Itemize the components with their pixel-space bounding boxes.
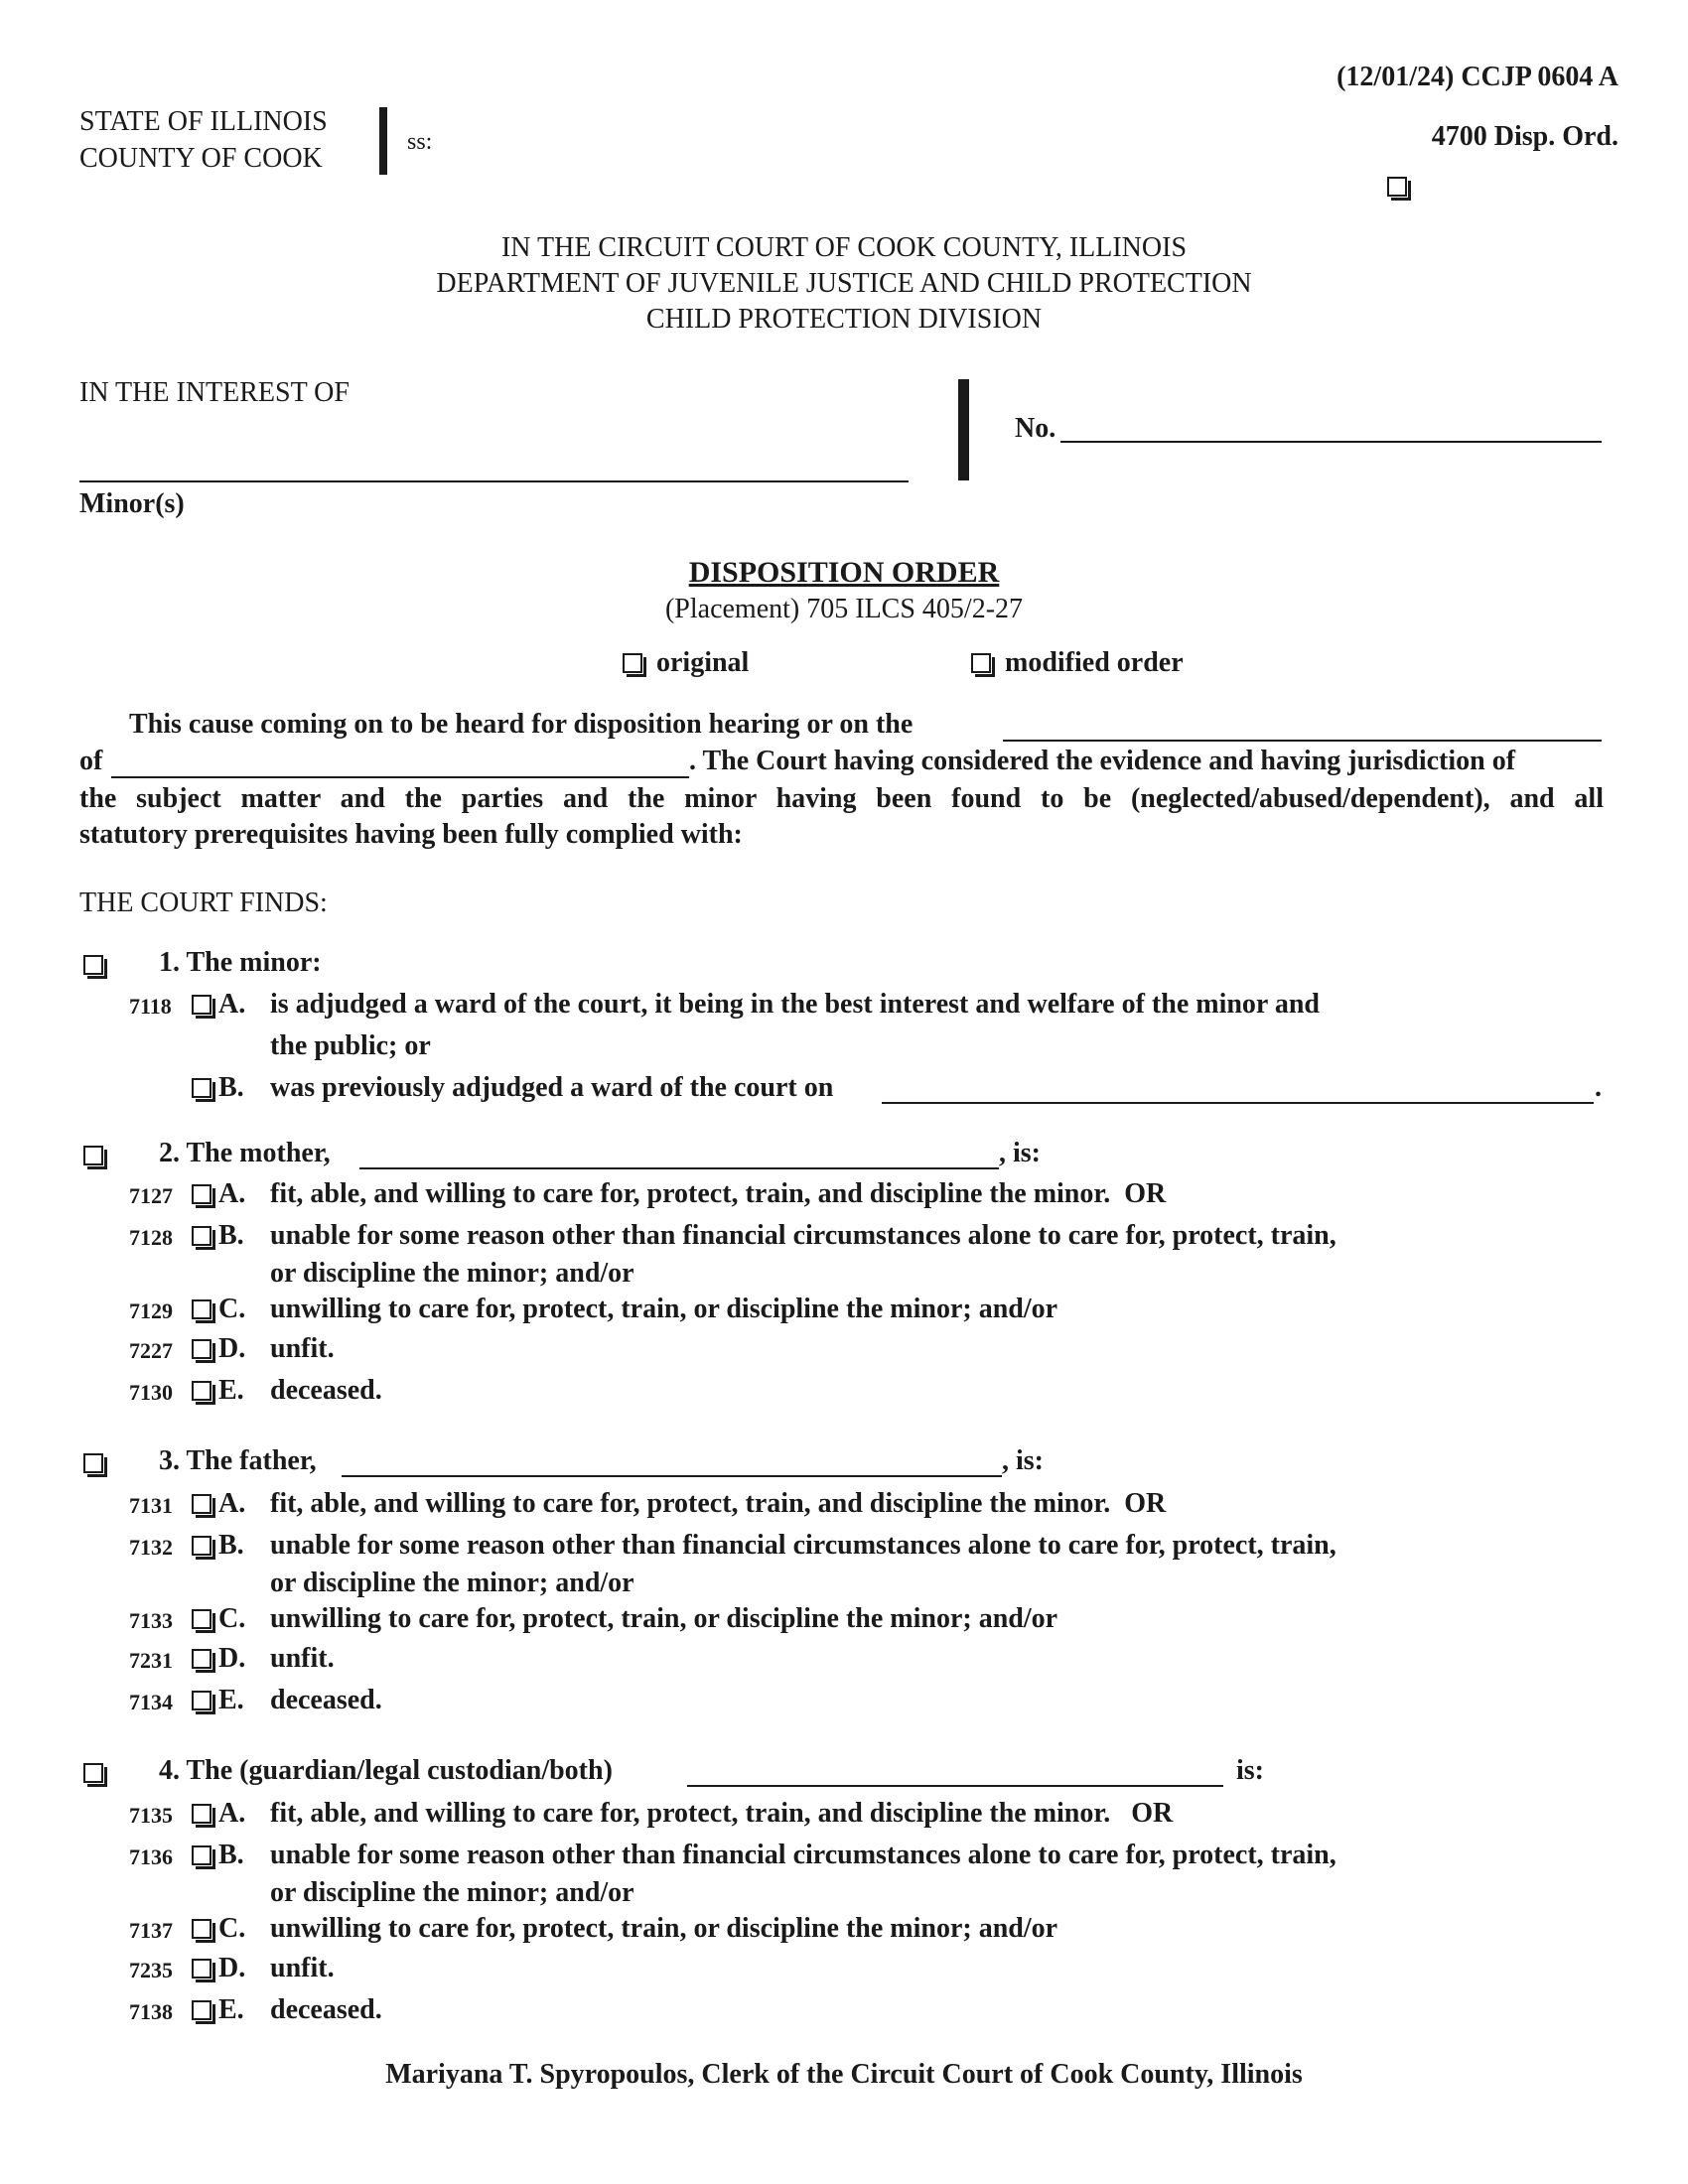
county-label: COUNTY OF COOK: [79, 143, 323, 174]
item-2-is: , is:: [999, 1138, 1041, 1168]
item-4a[interactable]: A.: [192, 1796, 245, 1831]
form-id: (12/01/24) CCJP 0604 A: [1336, 62, 1618, 92]
item-2d-text: unfit.: [270, 1333, 335, 1364]
item-4c-code: 7137: [129, 1918, 173, 1943]
intro-line-2: . The Court having considered the evidence and having jurisdiction of: [689, 746, 1516, 776]
item-4e-text: deceased.: [270, 1994, 382, 2025]
item-4e[interactable]: E.: [192, 1992, 244, 2027]
item-2c-text: unwilling to care for, protect, train, or discipline the minor; and/or: [270, 1294, 1058, 1324]
item-3e-code: 7134: [129, 1690, 173, 1714]
item-3b-text-2: or discipline the minor; and/or: [270, 1568, 634, 1598]
item-3d[interactable]: D.: [192, 1641, 245, 1676]
item-4b-text-2: or discipline the minor; and/or: [270, 1877, 634, 1908]
item-4b[interactable]: B.: [192, 1838, 244, 1872]
item-3a-text: fit, able, and willing to care for, protect, train, and discipline the minor. OR: [270, 1488, 1167, 1519]
item-4c[interactable]: C.: [192, 1911, 245, 1946]
ward-date-field[interactable]: [882, 1102, 1594, 1104]
item-2d[interactable]: D.: [192, 1331, 245, 1366]
item-2-checkbox[interactable]: [83, 1138, 103, 1172]
item-3e[interactable]: E.: [192, 1683, 244, 1717]
guardian-name-field[interactable]: [687, 1785, 1223, 1787]
item-2-label: 2. The mother,: [159, 1138, 331, 1168]
item-1-label: 1. The minor:: [159, 947, 322, 978]
item-1a[interactable]: A.: [192, 987, 245, 1022]
case-no-label: No.: [1015, 413, 1056, 444]
item-2d-code: 7227: [129, 1338, 173, 1363]
modified-option[interactable]: [971, 645, 1184, 680]
item-1-checkbox[interactable]: [83, 947, 103, 982]
item-3a[interactable]: A.: [192, 1486, 245, 1521]
order-title: DISPOSITION ORDER: [688, 556, 1000, 589]
header-checkbox[interactable]: [1387, 169, 1407, 204]
item-1b[interactable]: B.: [192, 1070, 244, 1105]
hearing-of-field[interactable]: [111, 776, 689, 778]
clerk-footer: Mariyana T. Spyropoulos, Clerk of the Circuit Court of Cook County, Illinois: [385, 2059, 1303, 2090]
item-3b[interactable]: B.: [192, 1528, 244, 1563]
item-4-is: is:: [1236, 1755, 1264, 1786]
court-finds-heading: THE COURT FINDS:: [79, 887, 328, 918]
item-4c-text: unwilling to care for, protect, train, or discipline the minor; and/or: [270, 1913, 1058, 1944]
item-2a[interactable]: A.: [192, 1176, 245, 1211]
intro-of: of: [79, 746, 103, 776]
court-line-3: CHILD PROTECTION DIVISION: [645, 304, 1043, 335]
item-2a-code: 7127: [129, 1183, 173, 1208]
father-name-field[interactable]: [342, 1475, 1002, 1477]
modified-checkbox[interactable]: [971, 653, 991, 673]
item-4b-text-1: unable for some reason other than financial circumstances alone to care for, protect, train,: [270, 1840, 1336, 1870]
item-3e-text: deceased.: [270, 1685, 382, 1715]
item-2b[interactable]: B.: [192, 1218, 244, 1253]
minors-label: Minor(s): [79, 488, 185, 519]
minor-name-field[interactable]: [79, 480, 909, 482]
item-2e-text: deceased.: [270, 1375, 382, 1406]
court-line-1: IN THE CIRCUIT COURT OF COOK COUNTY, ILLINOIS: [500, 232, 1188, 263]
item-3-label: 3. The father,: [159, 1445, 317, 1476]
original-label: original: [656, 647, 750, 678]
item-2b-text-1: unable for some reason other than financial circumstances alone to care for, protect, train,: [270, 1220, 1336, 1251]
intro-line-3: the subject matter and the parties and the minor having been found to be (neglected/abused/dependent), and all: [79, 783, 1604, 814]
hearing-type-field[interactable]: [1003, 740, 1602, 742]
item-1a-text-1: is adjudged a ward of the court, it being in the best interest and welfare of the minor and: [270, 989, 1320, 1020]
item-2a-text: fit, able, and willing to care for, protect, train, and discipline the minor. OR: [270, 1178, 1167, 1209]
item-3c-text: unwilling to care for, protect, train, or discipline the minor; and/or: [270, 1603, 1058, 1634]
venue-divider: [379, 107, 387, 175]
item-3a-code: 7131: [129, 1493, 173, 1518]
item-4a-code: 7135: [129, 1803, 173, 1828]
disposition-code: 4700 Disp. Ord.: [1431, 121, 1618, 152]
item-1b-end: .: [1595, 1072, 1602, 1103]
case-number-field[interactable]: [1060, 441, 1602, 443]
item-3b-code: 7132: [129, 1535, 173, 1560]
item-4b-code: 7136: [129, 1844, 173, 1869]
item-3-checkbox[interactable]: [83, 1445, 103, 1480]
item-3d-text: unfit.: [270, 1643, 335, 1674]
item-4-checkbox[interactable]: [83, 1755, 103, 1790]
item-4d-text: unfit.: [270, 1953, 335, 1983]
caption-divider: [958, 379, 969, 480]
item-3c[interactable]: C.: [192, 1601, 245, 1636]
item-1a-text-2: the public; or: [270, 1030, 431, 1061]
item-4e-code: 7138: [129, 1999, 173, 2024]
item-2c[interactable]: C.: [192, 1292, 245, 1326]
item-4d-code: 7235: [129, 1958, 173, 1982]
item-1a-code: 7118: [129, 994, 172, 1019]
item-1b-text: was previously adjudged a ward of the court on: [270, 1072, 834, 1103]
original-checkbox[interactable]: [623, 653, 642, 673]
item-2b-text-2: or discipline the minor; and/or: [270, 1258, 634, 1289]
original-option[interactable]: [623, 645, 749, 680]
modified-label: modified order: [1005, 647, 1184, 678]
item-2e-code: 7130: [129, 1380, 173, 1405]
state-label: STATE OF ILLINOIS: [79, 106, 328, 137]
item-3d-code: 7231: [129, 1648, 173, 1673]
interest-of-label: IN THE INTEREST OF: [79, 377, 350, 408]
item-2c-code: 7129: [129, 1298, 173, 1323]
ss-label: ss:: [407, 129, 433, 155]
item-4-label: 4. The (guardian/legal custodian/both): [159, 1755, 613, 1786]
item-2e[interactable]: E.: [192, 1373, 244, 1408]
item-3-is: , is:: [1002, 1445, 1044, 1476]
intro-line-4: statutory prerequisites having been fully complied with:: [79, 819, 743, 850]
item-4d[interactable]: D.: [192, 1951, 245, 1985]
item-2b-code: 7128: [129, 1225, 173, 1250]
court-line-2: DEPARTMENT OF JUVENILE JUSTICE AND CHILD PROTECTION: [436, 268, 1252, 299]
intro-line-1: This cause coming on to be heard for disposition hearing or on the: [129, 709, 914, 740]
order-subtitle: (Placement) 705 ILCS 405/2-27: [664, 594, 1024, 624]
item-4a-text: fit, able, and willing to care for, protect, train, and discipline the minor. OR: [270, 1798, 1174, 1829]
item-3b-text-1: unable for some reason other than financial circumstances alone to care for, protect, train,: [270, 1530, 1336, 1561]
mother-name-field[interactable]: [359, 1167, 999, 1169]
item-3c-code: 7133: [129, 1608, 173, 1633]
